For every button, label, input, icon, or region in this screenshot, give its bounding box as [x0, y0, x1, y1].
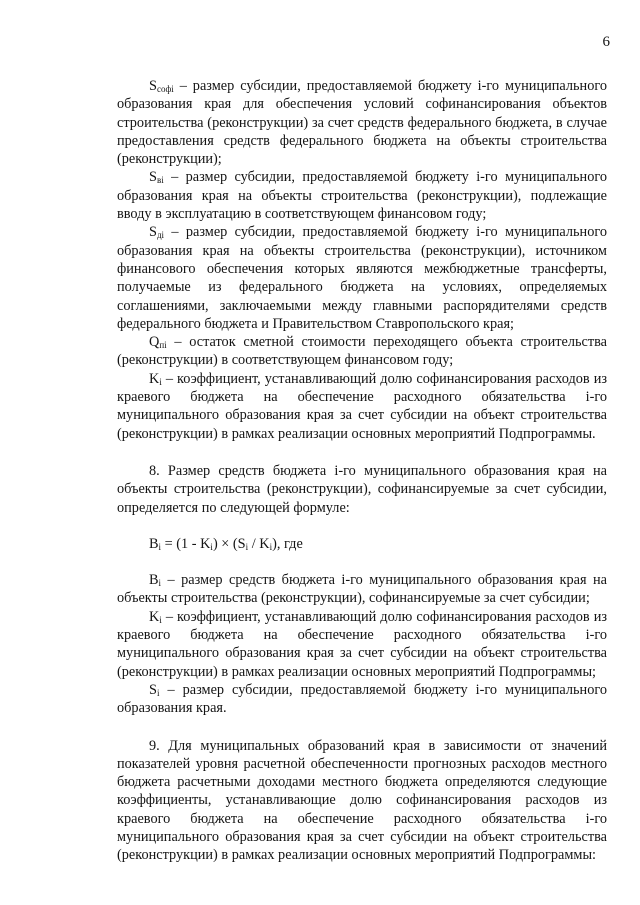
- definitions-list-2: [117, 571, 607, 717]
- formula: $B_i = (1 - K_i) \times (S_i / K_i)$, где: [149, 535, 303, 552]
- definition-paragraph: $S_{дi}$ – размер субсидии, предоставляемой бюджету i-го муниципального образования края на объекты строительства (реконструкции), источником финансового обеспечения которых являются межбюджетные трансферты, получаемые из федерального бюджета на условиях, определяемых соглашениями, заключаемыми между главными распорядителями средств федерального бюджета и Правительством Ставропольского края;: [117, 224, 607, 332]
- definition-paragraph: $S_i$ – размер субсидии, предоставляемой бюджету i-го муниципального образования края.: [117, 681, 607, 717]
- definition-paragraph: $S_{вi}$ – размер субсидии, предоставляемой бюджету i-го муниципального образования края на объекты строительства (реконструкции), подлежащие вводу в эксплуатацию в соответствующем финансовом году;: [117, 169, 607, 223]
- definition-paragraph: $B_i$ – размер средств бюджета i-го муниципального образования края на объекты строительства (реконструкции), софинансируемые за счет субсидии;: [117, 572, 607, 607]
- definition-paragraph: $K_i$ – коэффициент, устанавливающий долю софинансирования расходов из краевого бюджета на обеспечение расходного обязательства i-го муниципального образования края за счет субсидии на объект строительства (реконструкции) в рамках реализации основных мероприятий Подпрограммы;: [117, 608, 607, 680]
- paragraph-8: 8. Размер средств бюджета i-го муниципального образования края на объекты строительства (реконструкции), софинансируемые за счет субсидии, определяется по следующей формуле:: [117, 462, 607, 516]
- definition-paragraph: $K_i$ – коэффициент, устанавливающий долю софинансирования расходов из краевого бюджета на обеспечение расходного обязательства i-го муниципального образования края за счет субсидии на объект строительства (реконструкции) в рамках реализации основных мероприятий Подпрограммы.: [117, 370, 607, 442]
- definition-paragraph: $Q_{пi}$ – остаток сметной стоимости переходящего объекта строительства (реконструкции) в соответствующем финансовом году;: [117, 334, 607, 369]
- definition-paragraph: $S_{софi}$ – размер субсидии, предоставляемой бюджету i-го муниципального образования края для обеспечения условий софинансирования объектов строительства (реконструкции) за счет средств федерального бюджета, в случае предоставления средств федерального бюджета на объекты строительства (реконструкции);: [117, 78, 607, 168]
- page-number: 6: [602, 34, 610, 50]
- definitions-list-1: [117, 77, 607, 443]
- paragraph-9: 9. Для муниципальных образований края в зависимости от значений показателей уровня расчетной обеспеченности прогнозных расходов местного бюджета расчетными доходами местного бюджета определяются следующие коэффициенты, устанавливающие долю софинансирования расходов из краевого бюджета на обеспечение расходного обязательства i-го муниципального образования края за счет субсидии на объект строительства (реконструкции) в рамках реализации основных мероприятий Подпрограммы:: [117, 737, 607, 864]
- document-body: [117, 77, 607, 865]
